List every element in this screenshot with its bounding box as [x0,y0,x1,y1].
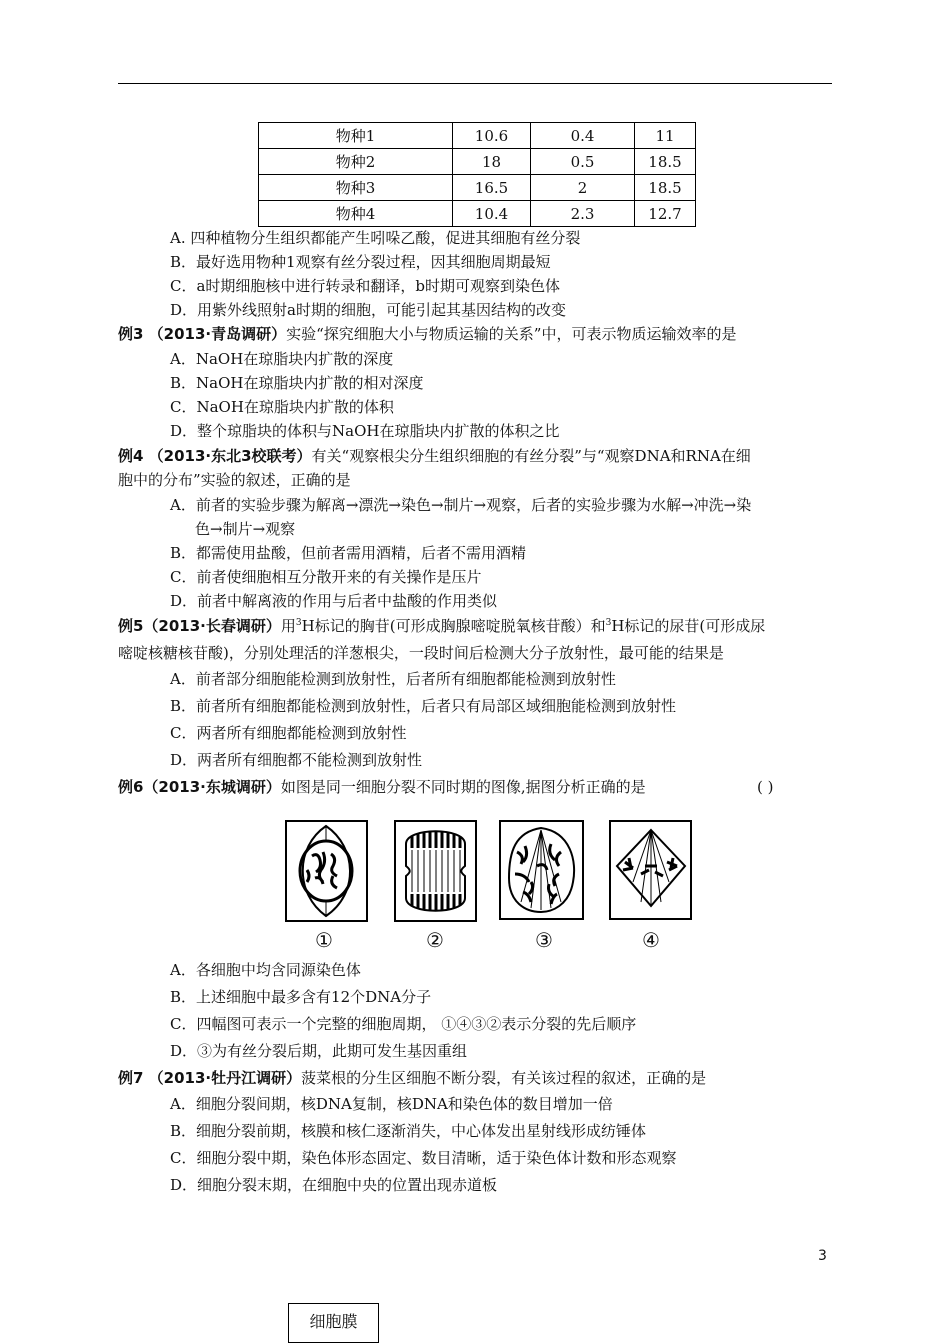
q5-option-b: B．前者所有细胞都能检测到放射性，后者只有局部区域细胞能检测到放射性 [170,697,677,715]
q4-option-c: C．前者使细胞相互分散开来的有关操作是压片 [170,568,482,586]
q4-option-d: D．前者中解离液的作用与后者中盐酸的作用类似 [170,592,498,610]
cell-figure-4 [609,820,692,920]
q7-option-d: D．细胞分裂末期，在细胞中央的位置出现赤道板 [170,1176,498,1194]
table-row: 物种1 10.6 0.4 11 [259,123,696,149]
q6-tag: 例6（2013·东城调研） [118,778,281,796]
cell-figure-2 [394,820,477,922]
q6-option-d: D．③为有丝分裂后期，此期可发生基因重组 [170,1042,468,1060]
q4-option-b: B．都需使用盐酸，但前者需用酒精，后者不需用酒精 [170,544,527,562]
q5-option-a: A．前者部分细胞能检测到放射性，后者所有细胞都能检测到放射性 [170,670,616,688]
q2-option-d: D．用紫外线照射a时期的细胞，可能引起其基因结构的改变 [170,301,566,319]
table-row: 物种2 18 0.5 18.5 [259,149,696,175]
table-row: 物种3 16.5 2 18.5 [259,175,696,201]
page-number: 3 [818,1248,827,1264]
q4-tag: 例4 （2013·东北3校联考） [118,447,312,465]
q5-stem: 例5（2013·长春调研）用$^3$H标记的胸苷(可形成胸腺嘧啶脱氧核苷酸）和$^3$H标记的尿苷(可形成尿 [118,617,766,635]
q7-option-c: C．细胞分裂中期，染色体形态固定、数目清晰，适于染色体计数和形态观察 [170,1149,677,1167]
cell-membrane-box: 细胞膜 [288,1303,379,1343]
q3-tag: 例3 （2013·青岛调研） [118,325,287,343]
species-table [258,122,696,227]
q5-tag: 例5（2013·长春调研） [118,617,281,635]
figure-label-3: ③ [535,928,553,952]
q7-option-a: A．细胞分裂间期，核DNA复制，核DNA和染色体的数目增加一倍 [170,1095,613,1113]
q4-stem-cont: 胞中的分布”实验的叙述，正确的是 [118,471,351,489]
q3-option-c: C．NaOH在琼脂块内扩散的体积 [170,398,394,416]
q6-option-a: A．各细胞中均含同源染色体 [170,961,361,979]
q3-option-a: A．NaOH在琼脂块内扩散的深度 [170,350,394,368]
q7-stem: 例7 （2013·牡丹江调研）菠菜根的分生区细胞不断分裂，有关该过程的叙述，正确的是 [118,1069,707,1087]
cell-figure-3 [499,820,584,920]
q2-option-c: C．a时期细胞核中进行转录和翻译，b时期可观察到染色体 [170,277,561,295]
q2-option-b: B．最好选用物种1观察有丝分裂过程，因其细胞周期最短 [170,253,551,271]
q5-stem-cont: 嘧啶核糖核苷酸)，分别处理活的洋葱根尖，一段时间后检测大分子放射性，最可能的结果是 [118,644,724,662]
q7-option-b: B．细胞分裂前期，核膜和核仁逐渐消失，中心体发出星射线形成纺锤体 [170,1122,647,1140]
q6-option-b: B．上述细胞中最多含有12个DNA分子 [170,988,432,1006]
q3-option-d: D．整个琼脂块的体积与NaOH在琼脂块内扩散的体积之比 [170,422,560,440]
q3-stem: 例3 （2013·青岛调研）实验“探究细胞大小与物质运输的关系”中，可表示物质运输效率的是 [118,325,737,343]
q6-stem: 例6（2013·东城调研）如图是同一细胞分裂不同时期的图像,据图分析正确的是 [118,778,646,796]
q4-option-a-cont: 色→制片→观察 [195,520,296,538]
q5-option-d: D．两者所有细胞都不能检测到放射性 [170,751,423,769]
q7-tag: 例7 （2013·牡丹江调研） [118,1069,302,1087]
q2-option-a: A. 四种植物分生组织都能产生吲哚乙酸，促进其细胞有丝分裂 [170,229,581,247]
figure-label-4: ④ [642,928,660,952]
cell-figure-1 [285,820,368,922]
q4-stem: 例4 （2013·东北3校联考）有关“观察根尖分生组织细胞的有丝分裂”与“观察DNA和RNA在细 [118,447,751,465]
figure-label-2: ② [426,928,444,952]
table-row: 物种4 10.4 2.3 12.7 [259,201,696,227]
q3-option-b: B．NaOH在琼脂块内扩散的相对深度 [170,374,424,392]
answer-paren: ( ) [757,778,774,796]
q6-option-c: C．四幅图可表示一个完整的细胞周期， ①④③②表示分裂的先后顺序 [170,1015,637,1033]
figure-label-1: ① [315,928,333,952]
q5-option-c: C．两者所有细胞都能检测到放射性 [170,724,407,742]
q4-option-a: A．前者的实验步骤为解离→漂洗→染色→制片→观察，后者的实验步骤为水解→冲洗→染 [170,496,752,514]
header-rule [118,83,832,84]
